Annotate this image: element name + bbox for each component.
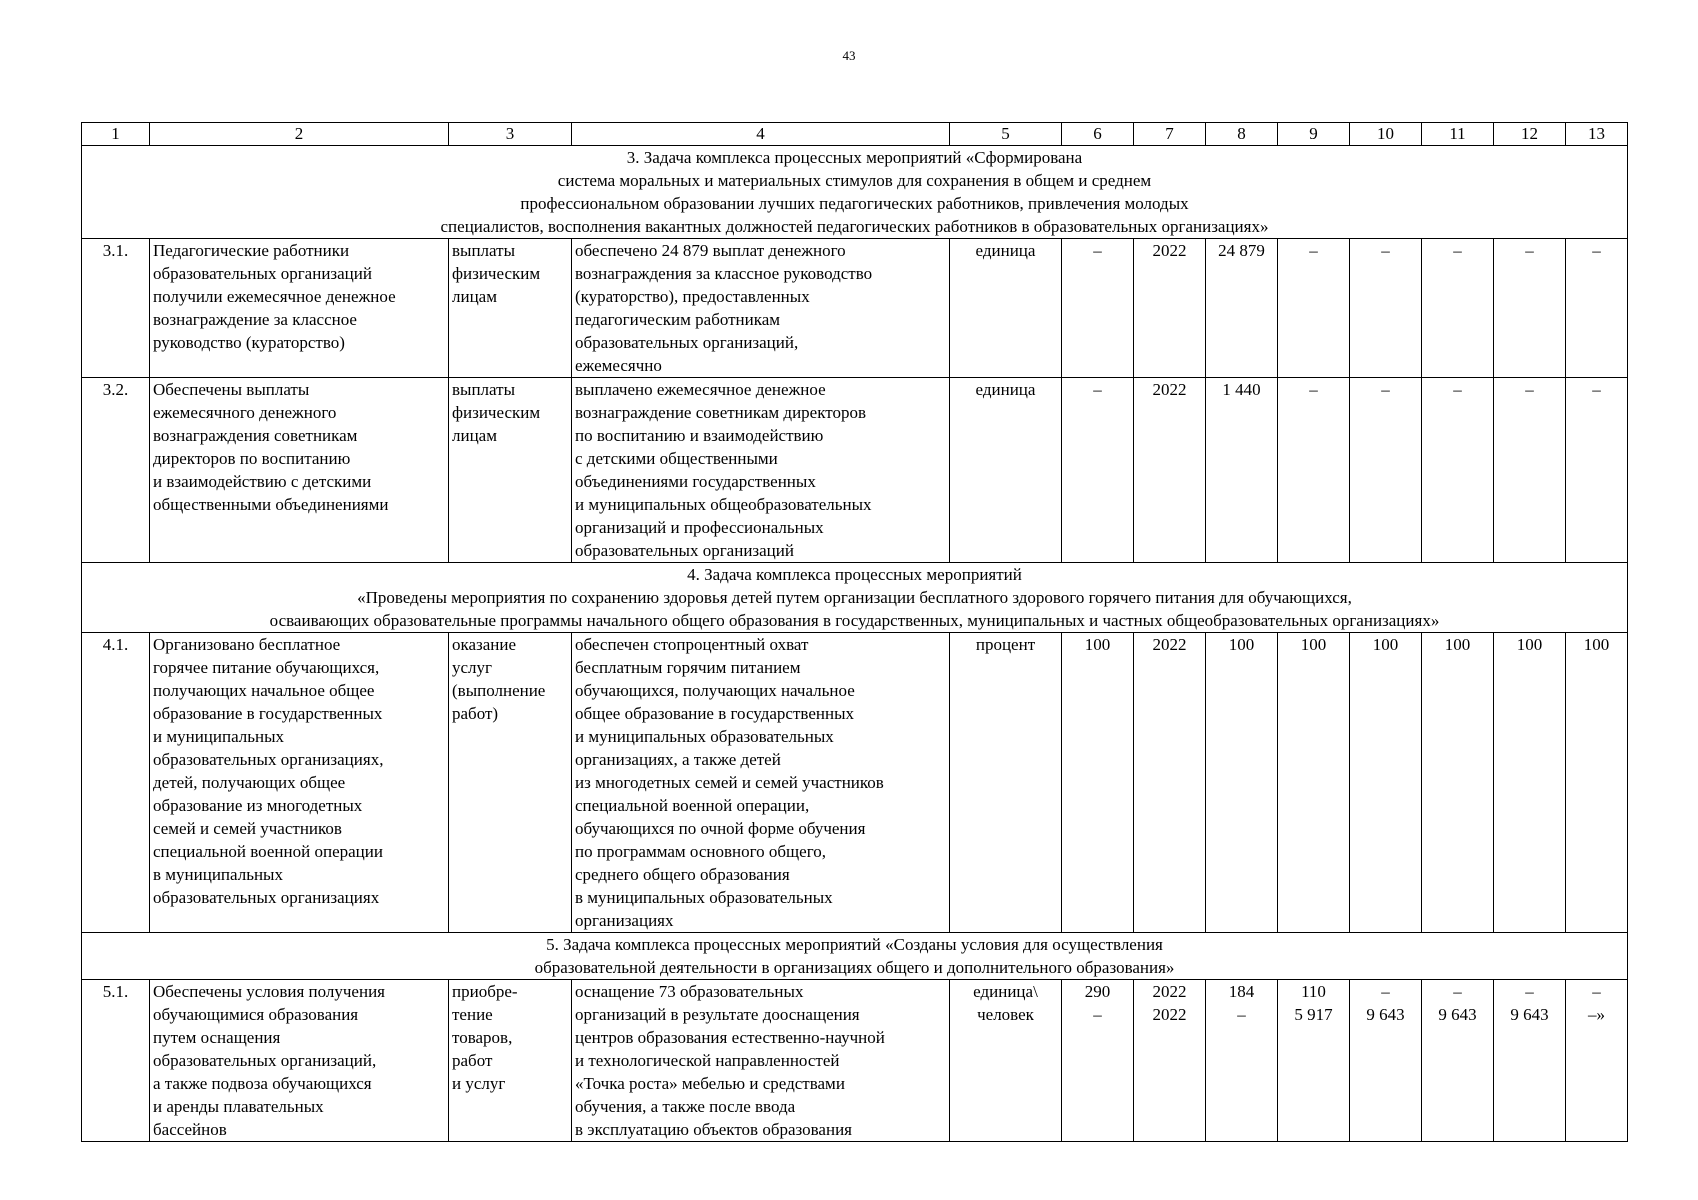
column-header: 6 [1062, 123, 1134, 146]
indicators-table [81, 122, 1628, 1142]
value-cell: – 9 643 [1422, 980, 1494, 1142]
value-cell: – 9 643 [1494, 980, 1566, 1142]
value-cell: – [1422, 378, 1494, 563]
value-cell: 2022 [1134, 633, 1206, 933]
row-number: 3.1. [82, 239, 150, 378]
result-type: выплаты физическим лицам [449, 378, 572, 563]
value-cell: – [1062, 378, 1134, 563]
value-cell: 100 [1422, 633, 1494, 933]
column-header: 5 [950, 123, 1062, 146]
value-cell: 24 879 [1206, 239, 1278, 378]
column-header: 1 [82, 123, 150, 146]
value-cell: 184 – [1206, 980, 1278, 1142]
result-type: оказание услуг (выполнение работ) [449, 633, 572, 933]
unit: процент [950, 633, 1062, 933]
indicator-name: Педагогические работники образовательных организаций получили ежемесячное денежное вознаграждение за классное руководство (кураторство) [150, 239, 449, 378]
column-header: 2 [150, 123, 449, 146]
column-header: 4 [572, 123, 950, 146]
column-header: 9 [1278, 123, 1350, 146]
value-cell: – [1566, 239, 1628, 378]
result-type: приобре- тение товаров, работ и услуг [449, 980, 572, 1142]
page-number: 43 [842, 48, 856, 63]
value-cell: 100 [1062, 633, 1134, 933]
value-cell: 1 440 [1206, 378, 1278, 563]
row-number: 5.1. [82, 980, 150, 1142]
column-number-row [82, 123, 1628, 146]
value-cell: – –» [1566, 980, 1628, 1142]
column-header: 3 [449, 123, 572, 146]
value-cell: 290 – [1062, 980, 1134, 1142]
section-title-5: 5. Задача комплекса процессных мероприятий «Созданы условия для осуществления образовательной деятельности в организациях общего и дополнительного образования» [82, 933, 1628, 980]
table-row [82, 980, 1628, 1142]
section-title-3: 3. Задача комплекса процессных мероприятий «Сформирована система моральных и материальных стимулов для сохранения в общем и среднем профессиональном образовании лучших педагогических работников, привлечения молодых специалистов, восполнения вакантных должностей педагогических работников в образовательных организациях» [82, 146, 1628, 239]
value-cell: 100 [1350, 633, 1422, 933]
table-row [82, 378, 1628, 563]
result-description: обеспечено 24 879 выплат денежного вознаграждения за классное руководство (кураторство), предоставленных педагогическим работникам образовательных организаций, ежемесячно [572, 239, 950, 378]
section-header-row [82, 933, 1628, 980]
row-number: 3.2. [82, 378, 150, 563]
value-cell: 2022 [1134, 378, 1206, 563]
value-cell: – [1566, 378, 1628, 563]
row-number: 4.1. [82, 633, 150, 933]
value-cell: – [1350, 239, 1422, 378]
section-header-row [82, 563, 1628, 633]
value-cell: 100 [1278, 633, 1350, 933]
unit: единица\ человек [950, 980, 1062, 1142]
value-cell: – [1494, 239, 1566, 378]
result-description: выплачено ежемесячное денежное вознаграждение советникам директоров по воспитанию и взаимодействию с детскими общественными объединениями государственных и муниципальных общеобразовательных организаций и профессиональных образовательных организаций [572, 378, 950, 563]
value-cell: 2022 2022 [1134, 980, 1206, 1142]
value-cell: 100 [1206, 633, 1278, 933]
column-header: 13 [1566, 123, 1628, 146]
column-header: 8 [1206, 123, 1278, 146]
unit: единица [950, 239, 1062, 378]
value-cell: 100 [1494, 633, 1566, 933]
result-description: оснащение 73 образовательных организаций в результате дооснащения центров образования естественно-научной и технологической направленностей «Точка роста» мебелью и средствами обучения, а также после ввода в эксплуатацию объектов образования [572, 980, 950, 1142]
result-type: выплаты физическим лицам [449, 239, 572, 378]
value-cell: – [1062, 239, 1134, 378]
result-description: обеспечен стопроцентный охват бесплатным горячим питанием обучающихся, получающих начальное общее образование в государственных и муниципальных образовательных организациях, а также детей из многодетных семей и семей участников специальной военной операции, обучающихся по очной форме обучения по программам основного общего, среднего общего образования в муниципальных образовательных организациях [572, 633, 950, 933]
value-cell: – [1278, 378, 1350, 563]
value-cell: 100 [1566, 633, 1628, 933]
section-header-row [82, 146, 1628, 239]
indicator-name: Обеспечены выплаты ежемесячного денежного вознаграждения советникам директоров по воспитанию и взаимодействию с детскими общественными объединениями [150, 378, 449, 563]
indicator-name: Организовано бесплатное горячее питание обучающихся, получающих начальное общее образование в государственных и муниципальных образовательных организациях, детей, получающих общее образование из многодетных семей и семей участников специальной военной операции в муниципальных образовательных организациях [150, 633, 449, 933]
value-cell: 2022 [1134, 239, 1206, 378]
section-title-4: 4. Задача комплекса процессных мероприятий «Проведены мероприятия по сохранению здоровья детей путем организации бесплатного здорового горячего питания для обучающихся, осваивающих образовательные программы начального общего образования в государственных, муниципальных и частных общеобразовательных организациях» [82, 563, 1628, 633]
value-cell: – [1350, 378, 1422, 563]
column-header: 12 [1494, 123, 1566, 146]
indicator-name: Обеспечены условия получения обучающимися образования путем оснащения образовательных организаций, а также подвоза обучающихся и аренды плавательных бассейнов [150, 980, 449, 1142]
value-cell: – [1278, 239, 1350, 378]
value-cell: – [1422, 239, 1494, 378]
column-header: 7 [1134, 123, 1206, 146]
value-cell: 110 5 917 [1278, 980, 1350, 1142]
unit: единица [950, 378, 1062, 563]
table-row [82, 633, 1628, 933]
column-header: 11 [1422, 123, 1494, 146]
column-header: 10 [1350, 123, 1422, 146]
value-cell: – [1494, 378, 1566, 563]
value-cell: – 9 643 [1350, 980, 1422, 1142]
table-row [82, 239, 1628, 378]
